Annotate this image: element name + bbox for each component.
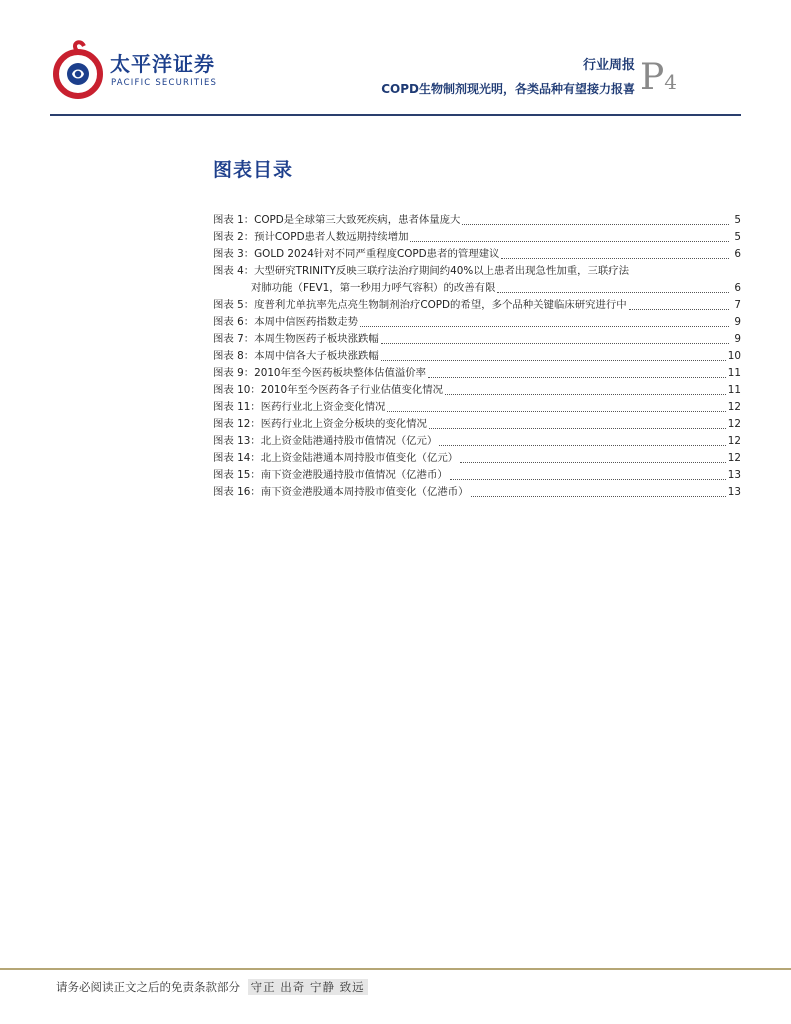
toc-entry-label: 图表 4： [213, 265, 255, 277]
toc-entry-label: 图表 11： [213, 401, 261, 413]
toc-entry[interactable] [213, 331, 741, 348]
toc-entry-page: 12 [727, 418, 741, 430]
toc-entry-title: 北上资金陆港通持股市值情况（亿元） [260, 435, 438, 447]
toc-entry-label: 图表 14： [213, 452, 261, 464]
table-of-figures [213, 212, 741, 501]
toc-entry-page: 10 [727, 350, 741, 362]
toc-leader-dots [450, 469, 726, 480]
toc-entry-page: 6 [734, 248, 741, 260]
toc-leader-dots [497, 282, 729, 293]
toc-leader-dots [381, 350, 726, 361]
toc-entry-title: 南下资金港股通持股市值情况（亿港币） [260, 469, 448, 481]
toc-leader-dots [471, 486, 726, 497]
toc-entry-title: 本周生物医药子板块涨跌幅 [254, 333, 379, 345]
toc-entry-page: 7 [734, 299, 741, 311]
footer-disclaimer: 请务必阅读正文之后的免责条款部分 [56, 980, 240, 994]
toc-entry-label: 图表 13： [213, 435, 261, 447]
page-footer [56, 978, 368, 996]
toc-entry-page: 13 [727, 469, 741, 481]
toc-entry[interactable] [213, 433, 741, 450]
toc-entry[interactable] [213, 365, 741, 382]
toc-entry-title-cont: 对肺功能（FEV1，第一秒用力呼气容积）的改善有限 [251, 282, 496, 294]
toc-entry-title: COPD是全球第三大致死疾病，患者体量庞大 [254, 214, 461, 226]
report-title: COPD生物制剂现光明，各类品种有望接力报喜 [381, 82, 635, 96]
toc-leader-dots [629, 299, 729, 310]
toc-entry-label: 图表 3： [213, 248, 255, 260]
logo-emblem-icon [50, 40, 106, 104]
toc-entry-label: 图表 9： [213, 367, 255, 379]
toc-entry-title: 南下资金港股通本周持股市值变化（亿港币） [260, 486, 469, 498]
toc-entry-label: 图表 5： [213, 299, 255, 311]
page-header [0, 0, 791, 120]
toc-entry-label: 图表 15： [213, 469, 261, 481]
toc-leader-dots [410, 231, 729, 242]
toc-leader-dots [360, 316, 729, 327]
toc-leader-dots [381, 333, 729, 344]
toc-entry-label: 图表 10： [213, 384, 261, 396]
toc-entry-title: 北上资金陆港通本周持股市值变化（亿元） [260, 452, 459, 464]
toc-entry-page: 11 [727, 384, 741, 396]
toc-entry[interactable] [213, 246, 741, 263]
toc-leader-dots [501, 248, 729, 259]
toc-entry-label: 图表 12： [213, 418, 261, 430]
toc-entry[interactable] [213, 382, 741, 399]
toc-entry-page: 11 [727, 367, 741, 379]
toc-leader-dots [460, 452, 726, 463]
toc-entry[interactable] [213, 263, 741, 280]
toc-heading: 图表目录 [213, 159, 294, 181]
toc-entry-label: 图表 2： [213, 231, 255, 243]
toc-leader-dots [429, 418, 726, 429]
toc-entry-title: 大型研究TRINITY反映三联疗法治疗期间约40%以上患者出现急性加重，三联疗法 [254, 265, 630, 277]
toc-entry[interactable] [213, 399, 741, 416]
toc-entry-title: GOLD 2024针对不同严重程度COPD患者的管理建议 [254, 248, 500, 260]
footer-motto: 守正 出奇 宁静 致远 [248, 979, 368, 995]
toc-entry-title: 医药行业北上资金变化情况 [260, 401, 386, 413]
toc-entry-page: 12 [727, 401, 741, 413]
toc-entry-label: 图表 6： [213, 316, 255, 328]
footer-divider [0, 968, 791, 970]
toc-entry-page: 5 [734, 231, 741, 243]
toc-entry-page: 13 [727, 486, 741, 498]
toc-entry-label: 图表 7： [213, 333, 255, 345]
toc-entry-title: 2010年至今医药各子行业估值变化情况 [260, 384, 444, 396]
toc-leader-dots [428, 367, 726, 378]
page-number-value: 4 [664, 70, 677, 94]
toc-entry[interactable] [213, 467, 741, 484]
page-prefix: P [640, 57, 665, 98]
toc-entry-page: 5 [734, 214, 741, 226]
logo-english-name: PACIFIC SECURITIES [111, 78, 218, 88]
toc-entry-title: 度普利尤单抗率先点亮生物制剂治疗COPD的希望，多个品种关键临床研究进行中 [254, 299, 627, 311]
toc-leader-dots [387, 401, 725, 412]
toc-entry[interactable] [213, 450, 741, 467]
company-logo [50, 40, 220, 104]
toc-entry-label: 图表 1： [213, 214, 255, 226]
toc-entry[interactable] [213, 348, 741, 365]
toc-entry-title: 本周中信医药指数走势 [254, 316, 358, 328]
logo-chinese-name: 太平洋证券 [110, 52, 215, 76]
toc-entry-title: 本周中信各大子板块涨跌幅 [254, 350, 379, 362]
toc-entry-page: 9 [734, 316, 741, 328]
toc-entry-page: 12 [727, 435, 741, 447]
toc-entry-page: 12 [727, 452, 741, 464]
toc-leader-dots [462, 214, 729, 225]
page-number [640, 58, 677, 102]
toc-entry-label: 图表 8： [213, 350, 255, 362]
toc-entry[interactable] [213, 314, 741, 331]
header-divider [50, 114, 741, 116]
toc-entry-title: 预计COPD患者人数远期持续增加 [254, 231, 409, 243]
toc-leader-dots [445, 384, 726, 395]
toc-entry-page: 9 [734, 333, 741, 345]
toc-leader-dots [439, 435, 725, 446]
toc-entry-continuation[interactable] [213, 280, 741, 297]
toc-entry[interactable] [213, 212, 741, 229]
report-type: 行业周报 [582, 58, 635, 73]
toc-entry-title: 医药行业北上资金分板块的变化情况 [260, 418, 427, 430]
toc-entry-label: 图表 16： [213, 486, 261, 498]
toc-entry-page: 6 [734, 282, 741, 294]
toc-entry[interactable] [213, 484, 741, 501]
toc-entry[interactable] [213, 416, 741, 433]
toc-entry[interactable] [213, 229, 741, 246]
toc-entry[interactable] [213, 297, 741, 314]
toc-entry-title: 2010年至今医药板块整体估值溢价率 [254, 367, 427, 379]
